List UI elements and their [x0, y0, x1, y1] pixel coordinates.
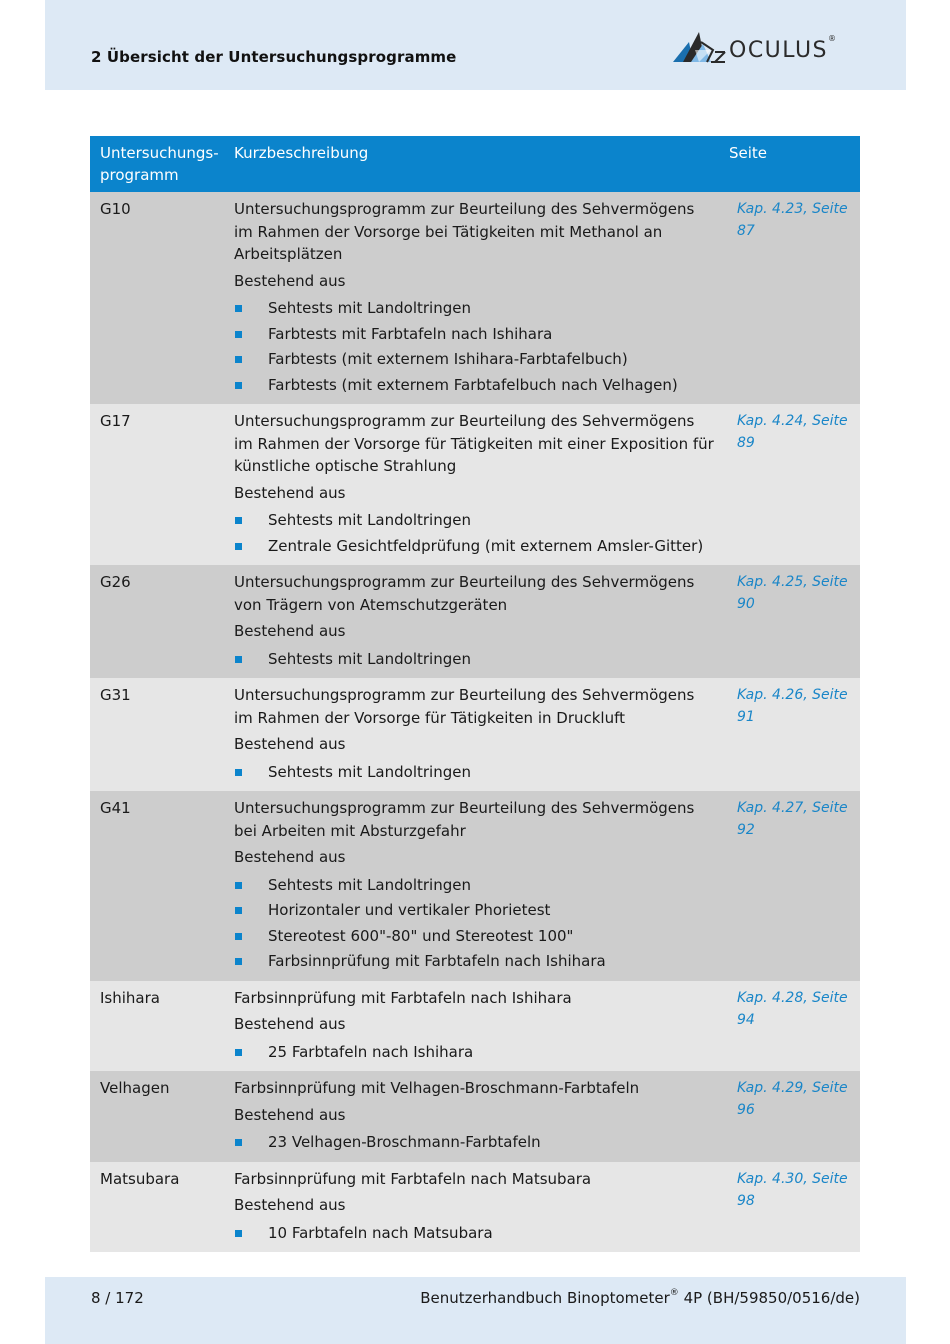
table-row	[90, 565, 860, 678]
page-footer	[45, 1277, 906, 1344]
square-bullet-icon	[235, 882, 242, 889]
program-description: Untersuchungsprogramm zur Beurteilung des Sehvermögens im Rahmen der Vorsorge bei Tätigkeiten mit Methanol an Arbeitsplätzen	[234, 200, 695, 263]
list-item	[234, 347, 714, 373]
list-item-text: 23 Velhagen-Broschmann-Farbtafeln	[268, 1133, 541, 1151]
list-item	[234, 1040, 714, 1066]
page-reference-link[interactable]: Kap. 4.29, Seite 96	[737, 1080, 848, 1118]
list-item-text: Farbtests (mit externem Ishihara-Farbtafelbuch)	[268, 350, 628, 368]
consists-of-label: Bestehend aus	[234, 483, 346, 502]
page-reference-link[interactable]: Kap. 4.30, Seite 98	[737, 1170, 848, 1209]
square-bullet-icon	[235, 958, 242, 965]
program-name: Velhagen	[100, 1079, 170, 1097]
list-item	[234, 508, 714, 534]
square-bullet-icon	[235, 1049, 242, 1056]
list-item	[234, 898, 714, 924]
square-bullet-icon	[235, 769, 242, 776]
program-description-cell	[234, 1162, 714, 1247]
page-number: 8 / 172	[91, 1289, 144, 1307]
list-item	[234, 873, 714, 899]
column-header-program: Untersuchungs-programm	[100, 144, 219, 184]
page-reference-link[interactable]: Kap. 4.27, Seite 92	[737, 800, 848, 838]
program-name: G31	[100, 686, 131, 704]
square-bullet-icon	[235, 517, 242, 524]
consists-of-label: Bestehend aus	[234, 1015, 346, 1033]
program-description-cell	[234, 791, 714, 975]
program-description: Farbsinnprüfung mit Velhagen-Broschmann-Farbtafeln	[234, 1079, 640, 1097]
list-item	[234, 322, 714, 348]
list-item-text: Sehtests mit Landoltringen	[268, 762, 471, 781]
program-description-cell	[234, 565, 714, 672]
program-name: G10	[100, 200, 131, 218]
list-item-text: Sehtests mit Landoltringen	[268, 875, 471, 894]
square-bullet-icon	[235, 907, 242, 914]
program-description-cell	[234, 678, 714, 785]
page-reference-link[interactable]: Kap. 4.28, Seite 94	[737, 989, 848, 1028]
page-reference-link[interactable]: Kap. 4.24, Seite 89	[737, 413, 848, 451]
program-description: Untersuchungsprogramm zur Beurteilung des Sehvermögens bei Arbeiten mit Absturzgefahr	[234, 799, 695, 840]
list-item	[234, 373, 714, 399]
program-description: Farbsinnprüfung mit Farbtafeln nach Ishihara	[234, 988, 572, 1007]
program-name: G26	[100, 573, 131, 591]
component-list	[234, 1221, 714, 1247]
consists-of-label: Bestehend aus	[234, 735, 346, 753]
program-description: Farbsinnprüfung mit Farbtafeln nach Matsubara	[234, 1169, 592, 1188]
square-bullet-icon	[235, 933, 242, 940]
list-item-text: Farbsinnprüfung mit Farbtafeln nach Ishihara	[268, 952, 606, 970]
square-bullet-icon	[235, 1139, 242, 1146]
list-item-text: 25 Farbtafeln nach Ishihara	[268, 1042, 474, 1061]
component-list	[234, 1040, 714, 1066]
table-header	[90, 136, 860, 192]
table-row	[90, 1071, 860, 1162]
manual-title: Benutzerhandbuch Binoptometer® 4P (BH/59850/0516/de)	[420, 1288, 860, 1307]
list-item	[234, 1130, 714, 1156]
program-name: Ishihara	[100, 988, 160, 1007]
square-bullet-icon	[235, 543, 242, 550]
square-bullet-icon	[235, 305, 242, 312]
program-description-cell	[234, 192, 714, 398]
chapter-title: 2 Übersicht der Untersuchungsprogramme	[91, 48, 457, 66]
list-item-text: Sehtests mit Landoltringen	[268, 299, 471, 317]
list-item-text: Sehtests mit Landoltringen	[268, 511, 471, 529]
square-bullet-icon	[235, 382, 242, 389]
programs-table	[90, 136, 860, 1252]
consists-of-label: Bestehend aus	[234, 848, 346, 866]
list-item-text: Zentrale Gesichtfeldprüfung (mit externem Amsler-Gitter)	[268, 536, 704, 555]
logo-wordmark: OCULUS®	[729, 33, 838, 63]
list-item-text: Horizontaler und vertikaler Phorietest	[268, 901, 551, 919]
program-description-cell	[234, 404, 714, 559]
table-row	[90, 678, 860, 791]
page-reference-link[interactable]: Kap. 4.25, Seite 90	[737, 574, 848, 612]
list-item	[234, 647, 714, 673]
component-list	[234, 873, 714, 975]
square-bullet-icon	[235, 1230, 242, 1237]
list-item-text: Sehtests mit Landoltringen	[268, 649, 471, 668]
consists-of-label: Bestehend aus	[234, 1196, 346, 1214]
list-item-text: 10 Farbtafeln nach Matsubara	[268, 1223, 493, 1242]
program-name: Matsubara	[100, 1169, 180, 1188]
square-bullet-icon	[235, 356, 242, 363]
consists-of-label: Bestehend aus	[234, 622, 346, 640]
column-header-description: Kurzbeschreibung	[234, 144, 369, 162]
list-item	[234, 760, 714, 786]
consists-of-label: Bestehend aus	[234, 271, 346, 290]
oculus-logo-icon	[671, 28, 727, 68]
consists-of-label: Bestehend aus	[234, 1105, 346, 1124]
table-row	[90, 404, 860, 565]
list-item	[234, 949, 714, 975]
square-bullet-icon	[235, 331, 242, 338]
table-row	[90, 1162, 860, 1253]
component-list	[234, 1130, 714, 1156]
list-item-text: Farbtests (mit externem Farbtafelbuch nach Velhagen)	[268, 375, 678, 394]
list-item	[234, 924, 714, 950]
page-reference-link[interactable]: Kap. 4.23, Seite 87	[737, 201, 848, 239]
component-list	[234, 296, 714, 398]
page-header	[45, 0, 906, 90]
list-item	[234, 1221, 714, 1247]
oculus-logo	[671, 28, 838, 68]
list-item	[234, 534, 714, 560]
square-bullet-icon	[235, 656, 242, 663]
component-list	[234, 647, 714, 673]
list-item-text: Farbtests mit Farbtafeln nach Ishihara	[268, 324, 553, 343]
program-description: Untersuchungsprogramm zur Beurteilung des Sehvermögens von Trägern von Atemschutzgeräten	[234, 573, 695, 614]
component-list	[234, 508, 714, 559]
program-description: Untersuchungsprogramm zur Beurteilung des Sehvermögens im Rahmen der Vorsorge für Tätigkeiten mit einer Exposition für künstliche optische Strahlung	[234, 412, 714, 475]
list-item-text: Stereotest 600"-80" und Stereotest 100"	[268, 926, 574, 945]
list-item	[234, 296, 714, 322]
page-reference-link[interactable]: Kap. 4.26, Seite 91	[737, 687, 848, 725]
program-description-cell	[234, 1071, 714, 1156]
table-row	[90, 192, 860, 404]
table-row	[90, 791, 860, 981]
table-row	[90, 981, 860, 1072]
program-description: Untersuchungsprogramm zur Beurteilung des Sehvermögens im Rahmen der Vorsorge für Tätigkeiten in Druckluft	[234, 686, 695, 727]
column-header-page: Seite	[729, 144, 768, 162]
component-list	[234, 760, 714, 786]
program-name: G41	[100, 799, 131, 817]
program-name: G17	[100, 412, 131, 430]
program-description-cell	[234, 981, 714, 1066]
